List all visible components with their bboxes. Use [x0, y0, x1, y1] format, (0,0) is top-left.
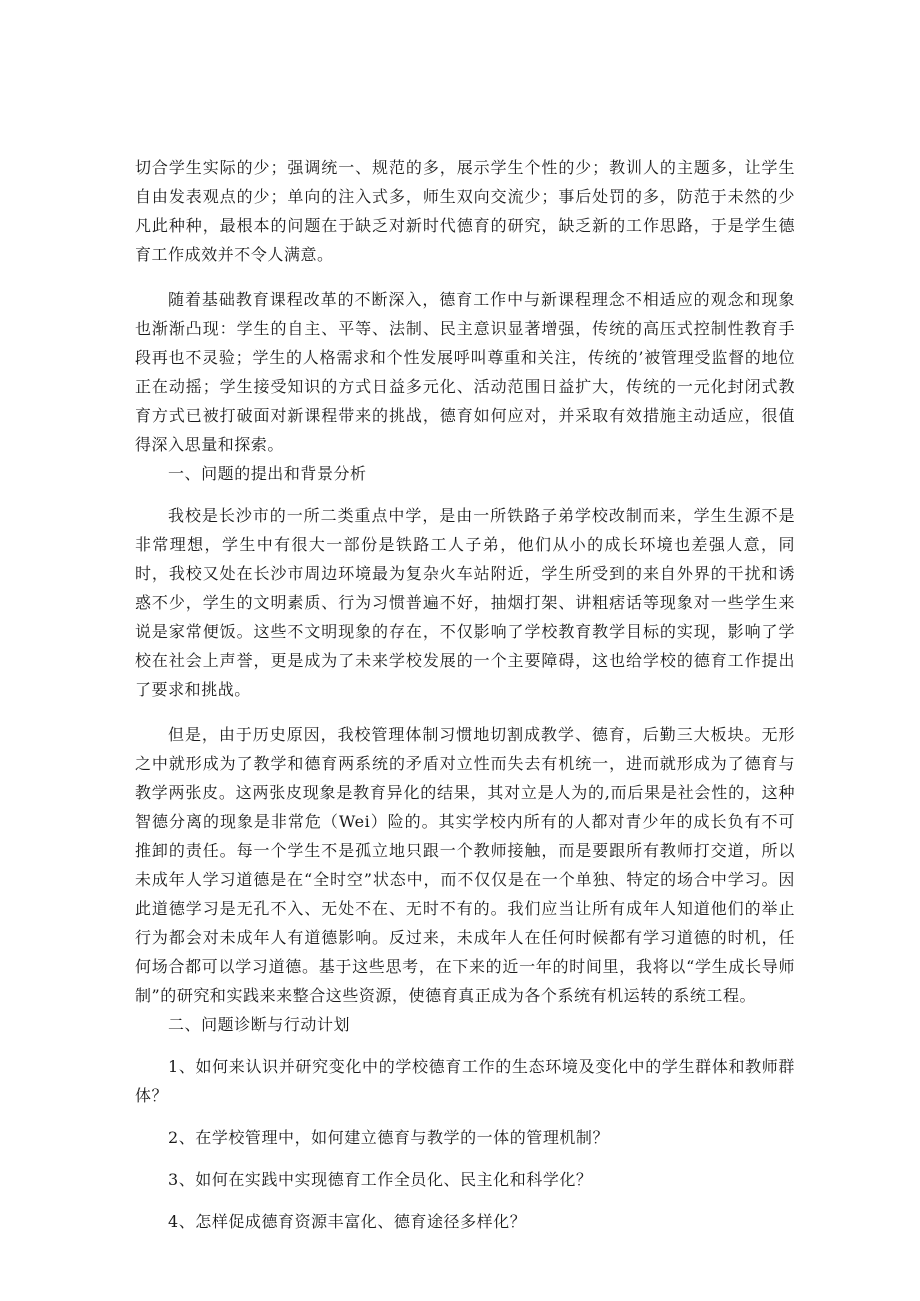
section-heading-background: 一、问题的提出和背景分析	[168, 464, 367, 483]
paragraph-curriculum-reform: 随着基础教育课程改革的不断深入，德育工作中与新课程理念不相适应的观念和现象也渐渐凸现：学生的自主、平等、法制、民主意识显著增强，传统的高压式控制性教育手段再也不灵验；学生的人格需求和个性发展呼叫尊重和关注，传统的’被管理受监督的地位正在动摇；学生接受知识的方式日益多元化、活动范围日益扩大，传统的一元化封闭式教育方式已被打破面对新课程带来的挑战，德育如何应对，并采取有效措施主动适应，很值得深入思量和探索。	[135, 290, 795, 454]
question-item-4: 4、怎样促成德育资源丰富化、德育途径多样化？	[168, 1212, 527, 1231]
paragraph-school-background: 我校是长沙市的一所二类重点中学，是由一所铁路子弟学校改制而来，学生生源不是非常理想，学生中有很大一部份是铁路工人子弟，他们从小的成长环境也差强人意，同时，我校又处在长沙市周边环境最为复杂火车站附近，学生所受到的来自外界的干扰和诱惑不少，学生的文明素质、行为习惯普遍不好，抽烟打架、讲粗痞话等现象对一些学生来说是家常便饭。这些不文明现象的存在，不仅影响了学校教育教学目标的实现，影响了学校在社会上声誉，更是成为了未来学校发展的一个主要障碍，这也给学校的德育工作提出了要求和挑战。	[135, 506, 795, 699]
paragraph-intro-continuation: 切合学生实际的少；强调统一、规范的多，展示学生个性的少；教训人的主题多，让学生自由发表观点的少；单向的注入式多，师生双向交流少；事后处罚的多，防范于未然的少凡此种种，最根本的问题在于缺乏对新时代德育的研究，缺乏新的工作思路，于是学生德育工作成效并不令人满意。	[135, 158, 795, 264]
section-heading-diagnosis: 二、问题诊断与行动计划	[168, 1015, 351, 1034]
question-item-2: 2、在学校管理中，如何建立德育与教学的一体的管理机制？	[168, 1128, 610, 1147]
document-page	[135, 153, 795, 1236]
question-item-3: 3、如何在实践中实现德育工作全员化、民主化和科学化？	[168, 1170, 593, 1189]
paragraph-management-issues: 但是，由于历史原因，我校管理体制习惯地切割成教学、德育，后勤三大板块。无形之中就形成为了教学和德育两系统的矛盾对立性而失去有机统一，进而就形成为了德育与教学两张皮。这两张皮现象是教育异化的结果，其对立是人为的,而后果是社会性的，这种智德分离的现象是非常危（Wei）险的。其实学校内所有的人都对青少年的成长负有不可推卸的责任。每一个学生不是孤立地只跟一个教师接触，而是要跟所有教师打交道，所以未成年人学习道德是在“全时空”状态中，而不仅仅是在一个单独、特定的场合中学习。因此道德学习是无孔不入、无处不在、无时不有的。我们应当让所有成年人知道他们的举止行为都会对未成年人有道德影响。反过来，未成年人在任何时候都有学习道德的时机，任何场合都可以学习道德。基于这些思考，在下来的近一年的时间里，我将以“学生成长导师制”的研究和实践来来整合这些资源，使德育真正成为各个系统有机运转的系统工程。	[135, 725, 795, 1005]
question-item-1: 1、如何来认识并研究变化中的学校德育工作的生态环境及变化中的学生群体和教师群体？	[135, 1057, 795, 1105]
